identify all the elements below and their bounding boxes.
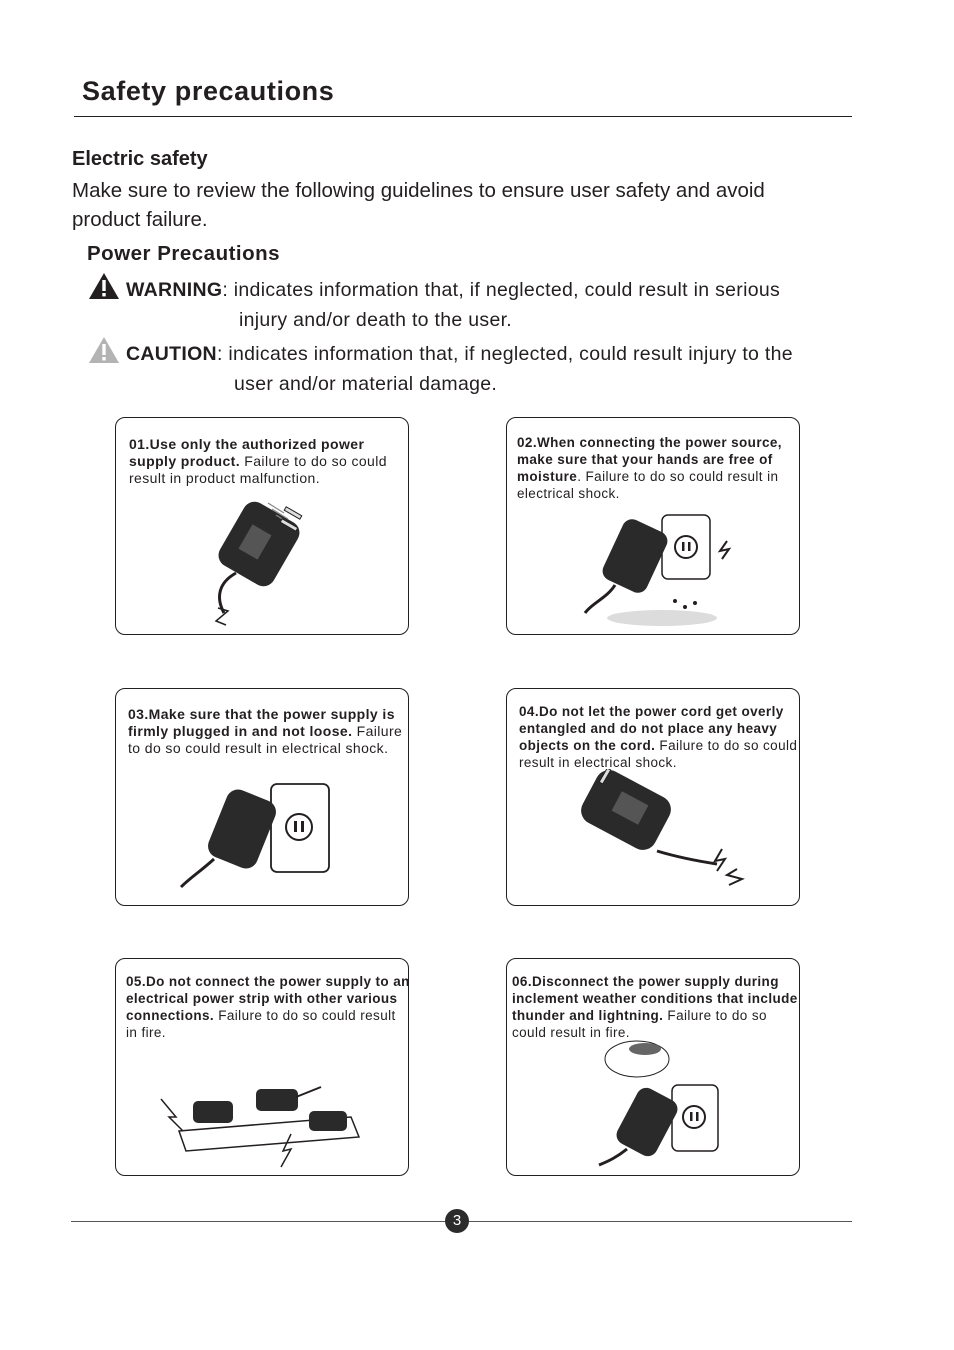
precaution-card-02 xyxy=(506,417,800,635)
precaution-card-01 xyxy=(115,417,409,635)
footer-divider-left xyxy=(71,1221,451,1222)
warning-text-cont: injury and/or death to the user. xyxy=(239,309,513,331)
warning-triangle-icon xyxy=(88,272,120,300)
section-heading: Electric safety xyxy=(72,148,208,170)
card-text xyxy=(126,973,410,1041)
page-number: 3 xyxy=(445,1209,469,1233)
caution-text-cont: user and/or material damage. xyxy=(234,373,498,395)
card-bold-text: 06.Disconnect the power supply during inclement weather conditions that include thunder and lightning. xyxy=(512,974,798,1023)
precaution-card-06 xyxy=(506,958,800,1176)
card-bold-text: 05.Do not connect the power supply to an electrical power strip with other various connections. xyxy=(126,974,410,1023)
card-text xyxy=(519,703,801,771)
caution-definition xyxy=(88,336,793,370)
warning-text: : indicates information that, if neglected, could result in serious xyxy=(222,279,781,301)
card-bold-text: 04.Do not let the power cord get overly entangled and do not place any heavy objects on the cord. xyxy=(519,704,784,753)
adapter-outlet-icon xyxy=(176,779,346,899)
title-divider xyxy=(74,116,852,117)
power-strip-icon xyxy=(151,1079,391,1169)
card-text xyxy=(128,706,408,757)
footer-divider-right xyxy=(466,1221,852,1222)
caution-term: CAUTION xyxy=(126,343,217,365)
card-body-text: Failure to do so could result in product malfunction. xyxy=(129,453,387,486)
adapter-icon xyxy=(206,493,326,633)
precaution-card-04 xyxy=(506,688,800,906)
damaged-cord-icon xyxy=(567,769,757,899)
precaution-card-05 xyxy=(115,958,409,1176)
intro-text: Make sure to review the following guidelines to ensure user safety and avoid product failure. xyxy=(72,179,765,231)
page-title: Safety precautions xyxy=(82,76,335,106)
card-text xyxy=(512,973,802,1041)
warning-term: WARNING xyxy=(126,279,223,301)
card-bold-text: 02.When connecting the power source, make sure that your hands are free of moisture xyxy=(517,435,782,484)
card-body-text: Failure to do so could result in electrical shock. xyxy=(519,738,798,770)
card-bold-text: 01.Use only the authorized power supply product. xyxy=(129,436,365,469)
card-body-text: Failure to do so could result in fire. xyxy=(512,1008,767,1040)
card-bold-text: 03.Make sure that the power supply is firmly plugged in and not loose. xyxy=(128,706,395,739)
card-body-text: Failure to do so could result in fire. xyxy=(126,1008,396,1040)
card-body-text: Failure to do so could result in electrical shock. xyxy=(128,723,403,756)
caution-triangle-icon xyxy=(88,336,120,364)
precaution-card-03 xyxy=(115,688,409,906)
card-text xyxy=(129,436,404,487)
sub-heading: Power Precautions xyxy=(87,242,281,265)
wet-outlet-icon xyxy=(577,503,747,633)
card-text xyxy=(517,434,799,502)
warning-definition xyxy=(88,272,780,306)
storm-outlet-icon xyxy=(597,1037,737,1172)
card-body-text: . Failure to do so could result in electrical shock. xyxy=(517,469,779,501)
caution-text: : indicates information that, if neglected, could result injury to the xyxy=(216,343,793,365)
